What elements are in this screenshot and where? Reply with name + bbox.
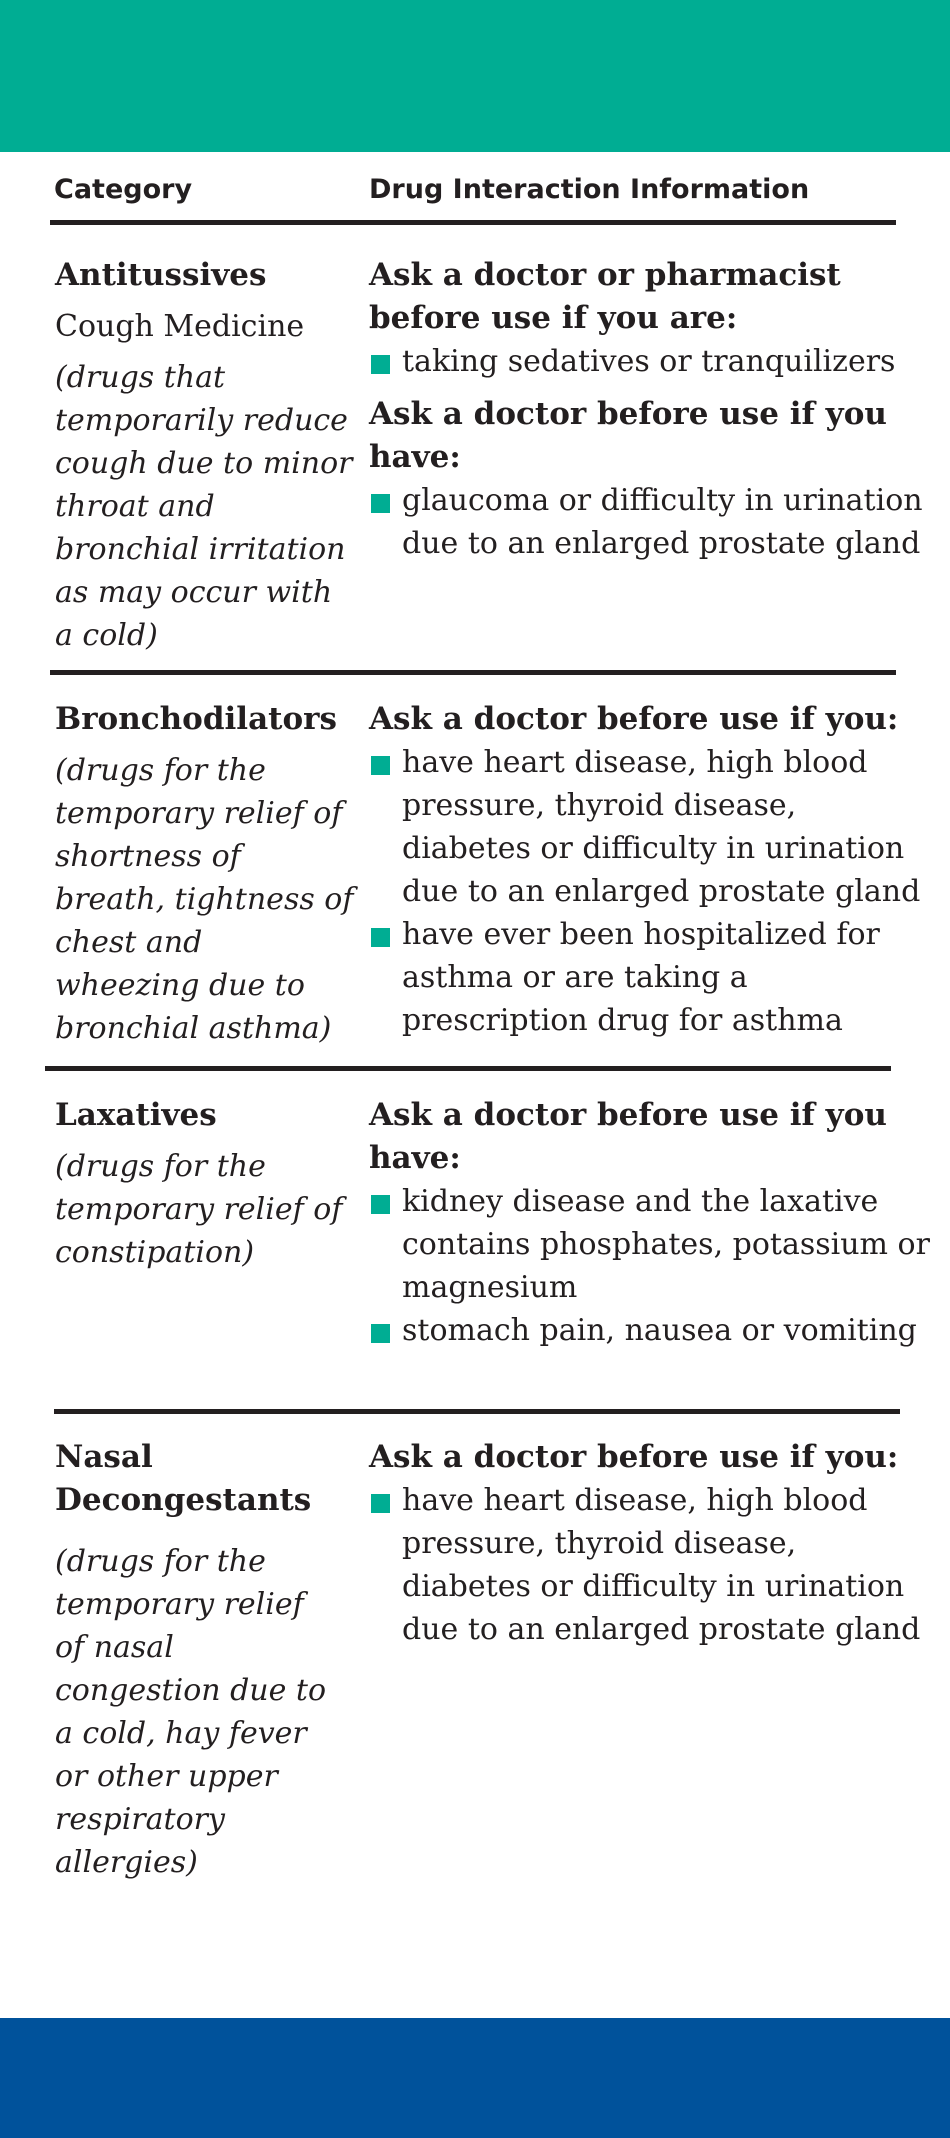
ask-heading: Ask a doctor before use if you have:	[369, 1097, 887, 1176]
interaction-cell	[369, 1094, 939, 1352]
list-item-text: stomach pain, nausea or vomiting	[402, 1313, 917, 1348]
category-cell	[55, 254, 355, 657]
bottom-color-band	[0, 2018, 950, 2138]
ask-heading: Ask a doctor before use if you:	[369, 1439, 899, 1475]
category-cell	[55, 1094, 355, 1274]
ask-heading: Ask a doctor before use if you:	[369, 701, 899, 737]
bullet-list	[369, 479, 929, 565]
row-divider	[45, 1066, 891, 1071]
category-name: Laxatives	[55, 1097, 217, 1133]
interaction-cell	[369, 698, 929, 1042]
category-description: (drugs for the temporary relief of shortness of breath, tightness of chest and wheezing due to bronchial asthma)	[55, 753, 354, 1046]
category-name: Nasal Decongestants	[55, 1439, 312, 1518]
square-bullet-icon	[371, 1494, 390, 1513]
list-item	[369, 1180, 939, 1309]
list-item-text: have heart disease, high blood pressure, thyroid disease, diabetes or difficulty in urination due to an enlarged prostate gland	[402, 745, 921, 909]
category-column-header: Category	[54, 174, 193, 205]
bullet-list	[369, 340, 929, 383]
header-divider	[50, 220, 896, 225]
bullet-list	[369, 1479, 929, 1651]
list-item-text: kidney disease and the laxative contains phosphates, potassium or magnesium	[402, 1184, 930, 1305]
row-divider	[50, 670, 896, 675]
category-cell	[55, 1436, 335, 1884]
list-item	[369, 479, 929, 565]
category-cell	[55, 698, 355, 1050]
ask-heading: Ask a doctor before use if you have:	[369, 396, 887, 475]
list-item-text: glaucoma or difficulty in urination due to an enlarged prostate gland	[402, 483, 923, 561]
list-item	[369, 913, 929, 1042]
category-description: (drugs for the temporary relief of nasal congestion due to a cold, hay fever or other upper respiratory allergies)	[55, 1544, 327, 1880]
square-bullet-icon	[371, 1324, 390, 1343]
square-bullet-icon	[371, 355, 390, 374]
list-item-text: taking sedatives or tranquilizers	[402, 344, 896, 379]
list-item-text: have ever been hospitalized for asthma or are taking a prescription drug for asthma	[402, 917, 880, 1038]
square-bullet-icon	[371, 756, 390, 775]
interaction-cell	[369, 1436, 929, 1651]
category-name: Antitussives	[55, 257, 267, 293]
category-description: (drugs that temporarily reduce cough due to minor throat and bronchial irritation as may occur with a cold)	[55, 360, 353, 653]
list-item-text: have heart disease, high blood pressure, thyroid disease, diabetes or difficulty in urination due to an enlarged prostate gland	[402, 1483, 921, 1647]
category-subtitle: Cough Medicine	[55, 309, 305, 344]
square-bullet-icon	[371, 494, 390, 513]
ask-heading: Ask a doctor or pharmacist before use if you are:	[369, 257, 841, 336]
top-color-band	[0, 0, 950, 152]
table-header	[0, 174, 950, 214]
interaction-cell	[369, 254, 929, 565]
list-item	[369, 1309, 939, 1352]
info-column-header: Drug Interaction Information	[369, 174, 810, 205]
category-name: Bronchodilators	[55, 701, 337, 737]
list-item	[369, 340, 929, 383]
list-item	[369, 741, 929, 913]
category-description: (drugs for the temporary relief of constipation)	[55, 1149, 343, 1270]
square-bullet-icon	[371, 928, 390, 947]
row-divider	[54, 1409, 900, 1414]
bullet-list	[369, 741, 929, 1042]
list-item	[369, 1479, 929, 1651]
square-bullet-icon	[371, 1195, 390, 1214]
bullet-list	[369, 1180, 939, 1352]
